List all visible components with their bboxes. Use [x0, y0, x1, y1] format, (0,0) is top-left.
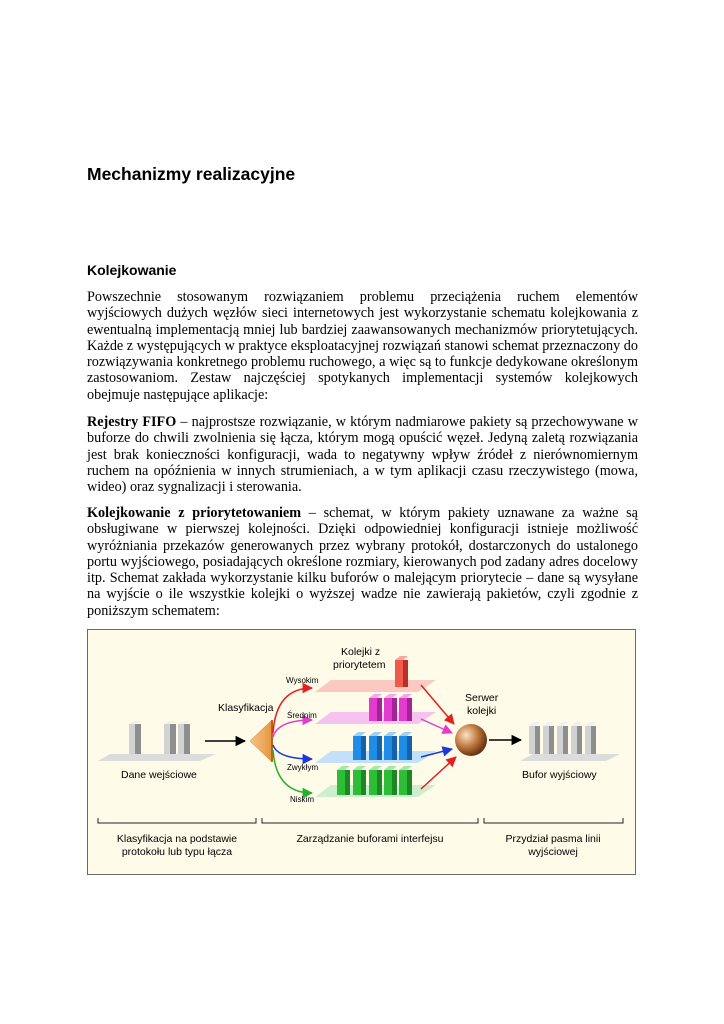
queue-medium-packet — [399, 694, 412, 721]
section-heading: Kolejkowanie — [87, 262, 177, 278]
output-floor — [520, 754, 620, 761]
queue-low-packet — [337, 766, 350, 795]
priority-low-label: Niskim — [290, 795, 314, 804]
output-packet — [571, 722, 582, 754]
paragraph-fifo — [87, 414, 638, 495]
input-floor — [98, 754, 216, 761]
term-priority: Kolejkowanie z priorytetowaniem — [87, 505, 302, 521]
caption-right-line-1: Przydział pasma linii — [505, 833, 601, 845]
caption-left-line-2: protokołu lub typu łącza — [121, 846, 233, 858]
queue-low-packet — [353, 766, 366, 795]
caption-right-line-2: wyjściowej — [528, 846, 578, 858]
queue-low-packet — [369, 766, 382, 795]
output-packet — [543, 722, 554, 754]
bracket-center — [262, 818, 478, 823]
queue-normal-packet — [399, 732, 412, 760]
input-packet — [129, 721, 141, 754]
priority-normal-label: Zwykłym — [287, 763, 319, 772]
page-title: Mechanizmy realizacyjne — [87, 164, 296, 184]
input-packets — [98, 721, 216, 761]
queues-title-line-2: priorytetem — [333, 659, 386, 671]
server-label-line-1: Serwer — [465, 692, 499, 704]
queue-medium-packet — [384, 694, 397, 721]
output-buffer — [520, 722, 620, 761]
classifier-cone — [250, 720, 272, 762]
priority-high-label: Wysokim — [286, 676, 319, 685]
bracket-left — [98, 818, 256, 823]
output-packet — [529, 722, 540, 754]
output-label: Bufor wyjściowy — [522, 769, 597, 781]
queue-high-packet — [395, 656, 408, 687]
queues-title-line-1: Kolejki z — [341, 646, 381, 658]
queue-medium-packet — [369, 694, 382, 721]
output-packet — [585, 722, 596, 754]
branch-medium — [273, 720, 312, 737]
queue-low-packet — [384, 766, 397, 795]
text-priority: – schemat, w którym pakiety uznawane za ważne są obsługiwane w pierwszej kolejności. Dzięki odpowiedniej konfiguracji istnieje możliwość wyróżniania przekazów generowanych przez wybrany protokół, dostarczonych do ustalonego portu wyjściowego, posiadających określone rozmiary, kierowanych pod zadany adres docelowy itp. Schemat zakłada wykorzystanie kilku buforów o malejącym priorytecie – dane są wysyłane na wyjście o ile wszystkie kolejki o wyższej wadze nie zawierają pakietów, czyli zgodnie z poniższym schematem: — [87, 505, 638, 619]
caption-left-line-1: Klasyfikacja na podstawie — [116, 833, 238, 845]
output-packet — [557, 722, 568, 754]
input-label: Dane wejściowe — [121, 769, 197, 781]
server-label-line-2: kolejki — [467, 705, 497, 717]
branch-normal — [273, 745, 312, 759]
arrow-low-to-server — [421, 757, 456, 789]
text-fifo: – najprostsze rozwiązanie, w którym nadmiarowe pakiety są przechowywane w buforze do chwili zwolnienia się łącza, którym mogą opuścić węzeł. Jedyną zaletą rozwiązania jest brak konieczności konfiguracji, wada to negatywny wpływ źródeł z nierównomiernym ruchem na opóźnienia w innych strumieniach, a w tym aplikacji czasu rzeczywistego (mowa, wideo) oraz sygnalizacji i sterowania. — [87, 414, 638, 496]
bracket-right — [484, 818, 623, 823]
queue-normal-packet — [384, 732, 397, 760]
queue-high-floor — [315, 680, 436, 692]
arrow-medium-to-server — [421, 719, 452, 733]
queue-normal-packet — [353, 732, 366, 760]
queueing-diagram — [87, 629, 636, 875]
queue-normal-packet — [369, 732, 382, 760]
queue-low-packet — [399, 766, 412, 795]
term-fifo: Rejestry FIFO — [87, 414, 177, 430]
classification-label: Klasyfikacja — [218, 702, 274, 714]
diagram-canvas — [88, 630, 635, 874]
input-packet — [178, 721, 190, 754]
input-packet — [164, 721, 176, 754]
paragraph-intro: Powszechnie stosowanym rozwiązaniem problemu przeciążenia ruchem elementów wyjściowych dużych węzłów sieci internetowych jest wykorzystanie schematu kolejkowania z ewentualną implementacją mniej lub bardziej zaawansowanych mechanizmów priorytetujących. Każde z występujących w praktyce eksploatacyjnej rozwiązań stanowi schemat przeznaczony do rozwiązywania konkretnego problemu ruchowego, a więc są to funkcje dedykowane określonym zastosowaniom. Zestaw najczęściej spotykanych implementacji systemów kolejkowych obejmuje następujące aplikacje: — [87, 289, 638, 403]
caption-center: Zarządzanie buforami interfejsu — [296, 833, 444, 845]
server-sphere — [455, 724, 487, 756]
priority-medium-label: Średnim — [287, 711, 317, 720]
paragraph-priority — [87, 505, 638, 619]
